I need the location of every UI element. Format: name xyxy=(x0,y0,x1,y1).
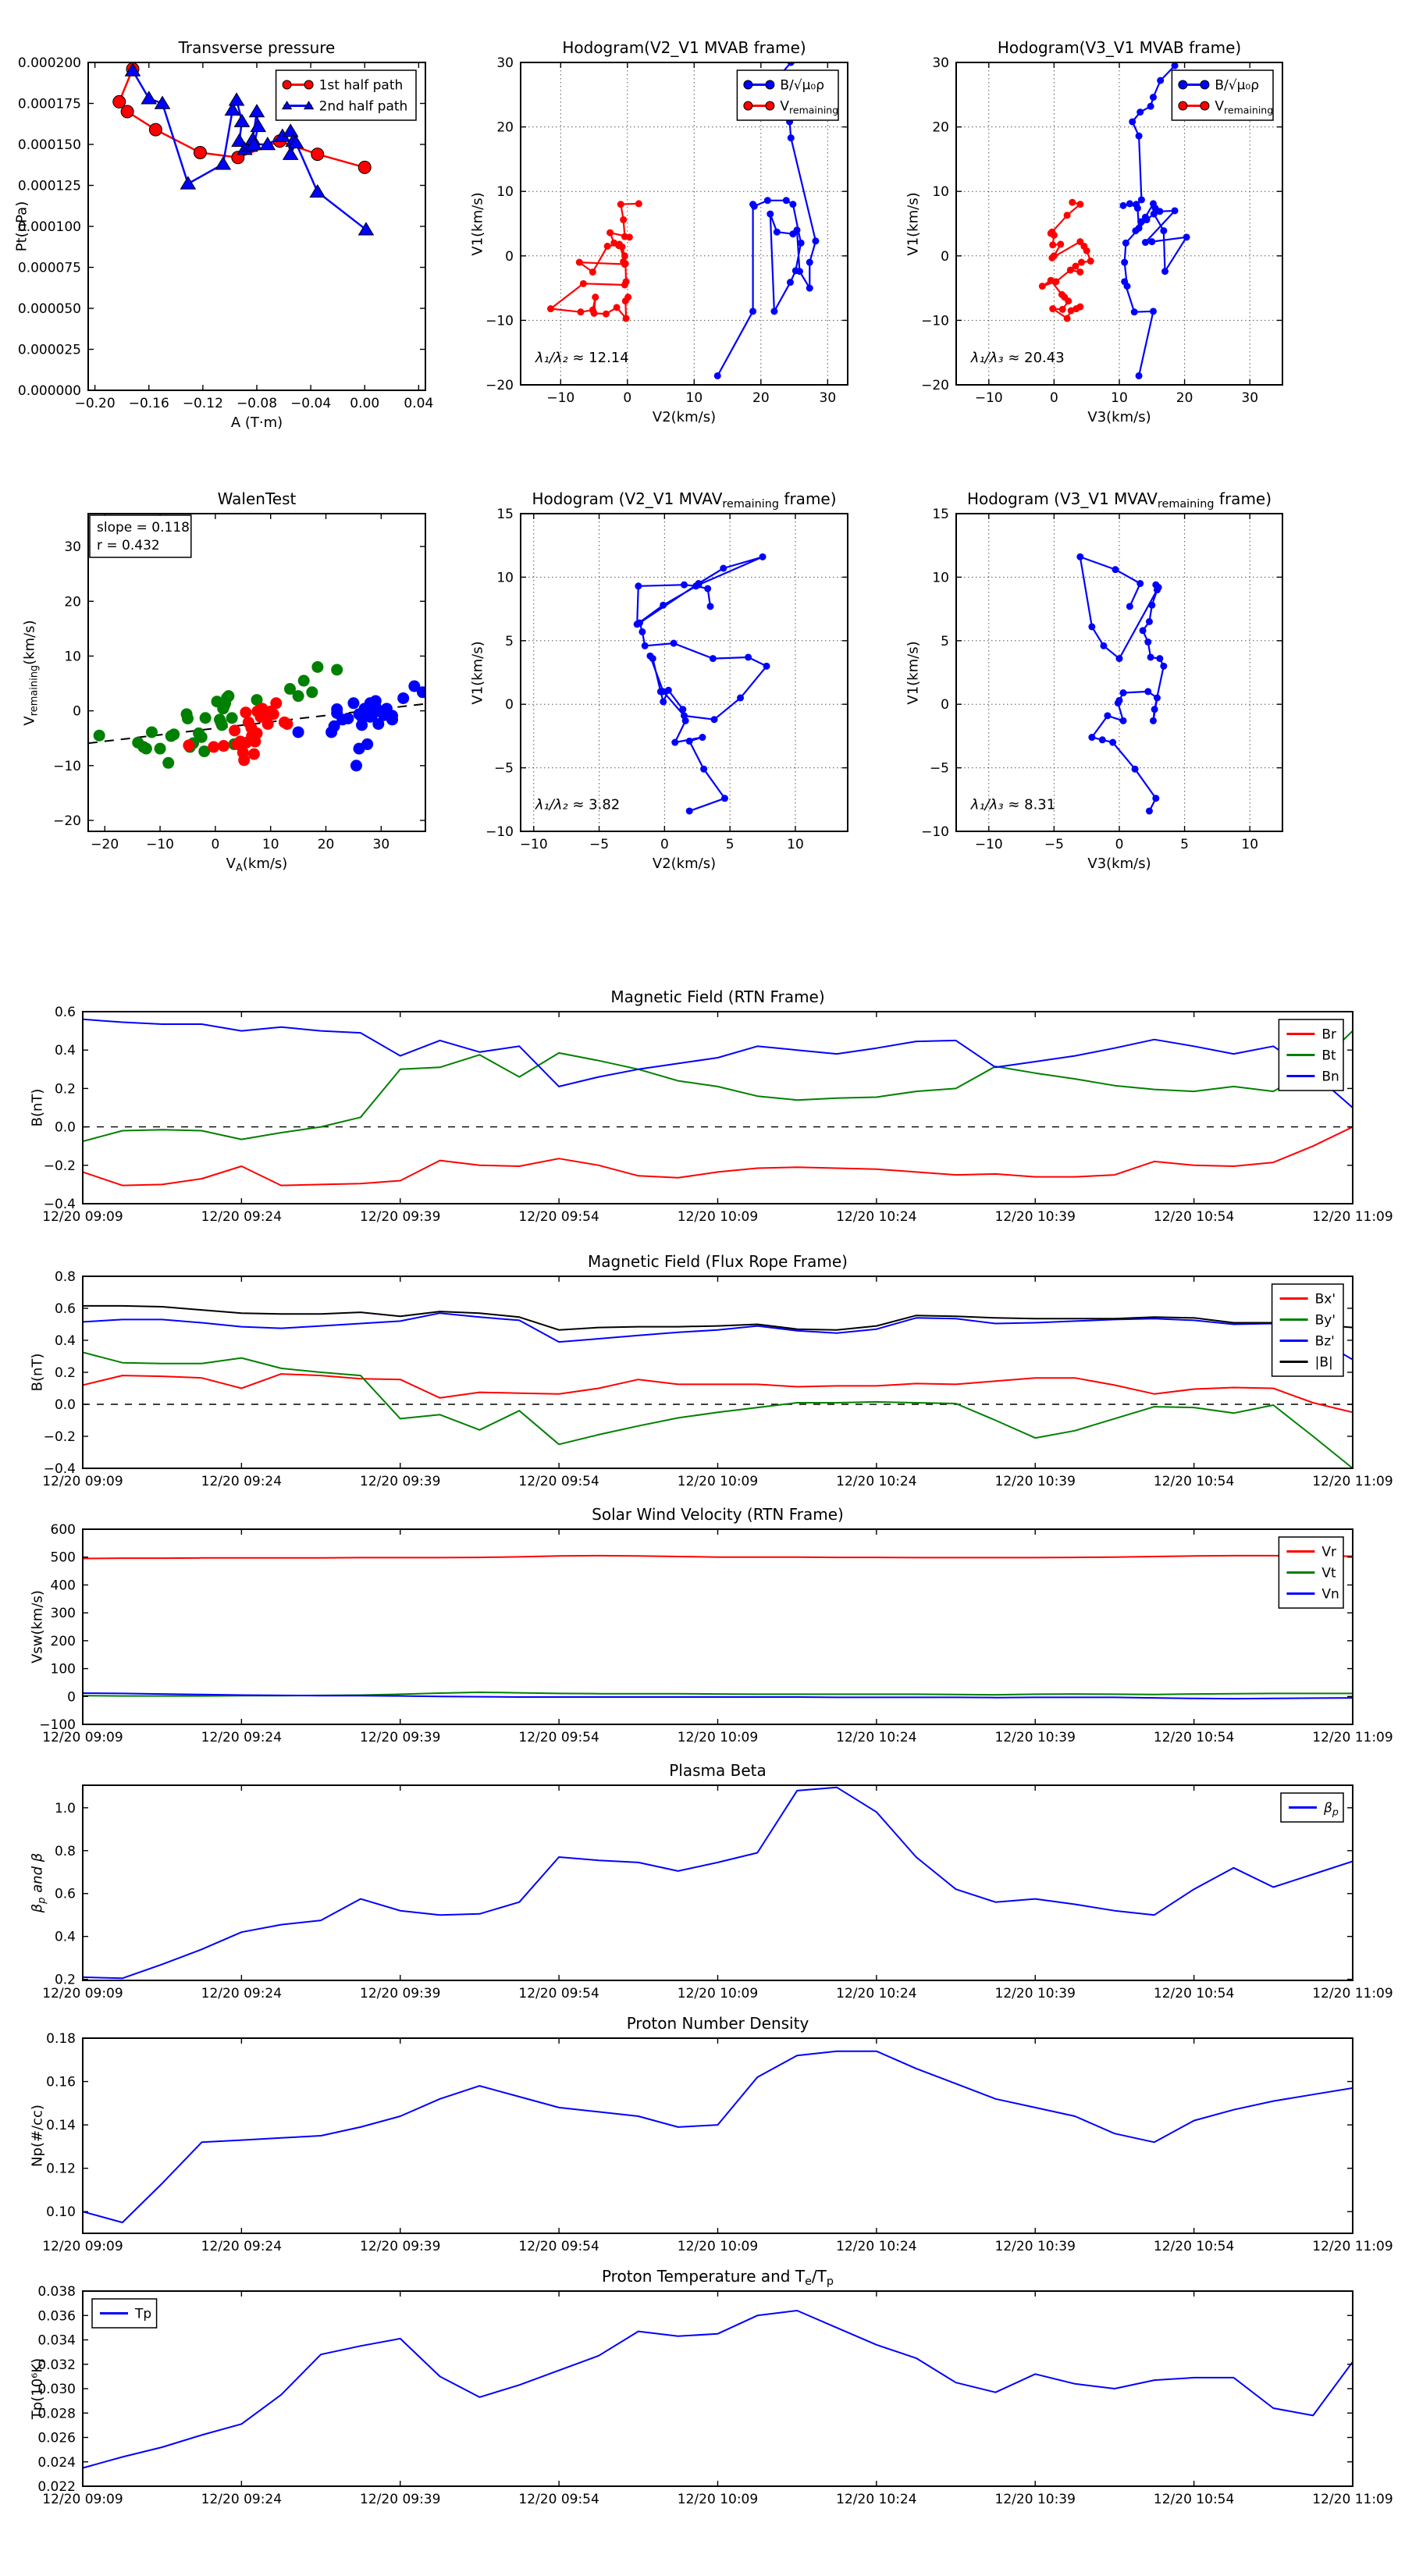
chart-text: 0.000200 xyxy=(17,55,81,71)
chart-text: −10 xyxy=(146,837,175,852)
chart-text: 0.6 xyxy=(54,1005,76,1020)
y-axis-label: V1(km/s) xyxy=(905,191,922,256)
panel-hodogram-v3v1-mvav xyxy=(890,484,1306,880)
chart-text: 0.028 xyxy=(37,2406,76,2422)
chart-text: Bt xyxy=(1321,1048,1336,1064)
chart-text: 1.0 xyxy=(54,1800,76,1816)
chart-text: 12/20 09:39 xyxy=(360,1730,441,1745)
chart-text: 0.4 xyxy=(54,1333,76,1349)
chart-text: 10 xyxy=(932,184,949,201)
chart-text: 12/20 09:24 xyxy=(201,1986,283,2001)
chart-text: 12/20 10:09 xyxy=(677,1474,759,1489)
chart-text: −100 xyxy=(39,1717,76,1733)
chart-text: −20 xyxy=(486,378,514,393)
plot-canvas xyxy=(454,33,871,433)
chart-text: Vt xyxy=(1321,1565,1336,1582)
chart-text: 12/20 09:39 xyxy=(360,1209,441,1225)
plot-canvas xyxy=(16,988,1393,1236)
chart-text: 0 xyxy=(67,1689,76,1706)
chart-text: 12/20 10:39 xyxy=(994,2239,1076,2254)
panel-title: Hodogram (V2_V1 $MVAV_{remaining}$ frame) xyxy=(532,489,837,511)
chart-text: −5 xyxy=(589,837,610,852)
chart-text: 10 xyxy=(496,570,514,586)
chart-text: 5 xyxy=(941,633,949,649)
chart-text: 1st half path xyxy=(318,77,404,94)
chart-text: 2nd half path xyxy=(318,98,408,115)
chart-text: 10 xyxy=(1241,837,1259,852)
chart-text: 0.038 xyxy=(37,2284,76,2300)
panel-title: Proton Temperature and $T_e/T_p$ xyxy=(601,2267,834,2288)
series-V-remaining-hodogram xyxy=(1080,557,1164,811)
chart-text: 0 xyxy=(505,697,514,713)
chart-text: 12/20 11:09 xyxy=(1312,1730,1393,1745)
chart-text: 12/20 10:24 xyxy=(836,2239,917,2254)
chart-text: 300 xyxy=(50,1606,76,1622)
chart-text: 12/20 11:09 xyxy=(1312,1209,1393,1225)
chart-text: 12/20 10:39 xyxy=(994,2492,1076,2507)
panel-title: Magnetic Field (Flux Rope Frame) xyxy=(588,1252,848,1271)
chart-text: −0.12 xyxy=(182,396,223,411)
y-axis-label: V1(km/s) xyxy=(469,640,486,705)
chart-text: 12/20 11:09 xyxy=(1312,1986,1393,2001)
chart-text: 10 xyxy=(932,570,949,586)
chart-text: −5 xyxy=(493,760,514,777)
chart-text: 0.032 xyxy=(37,2357,76,2373)
chart-text: 0.000025 xyxy=(17,342,81,358)
chart-text: Vn xyxy=(1321,1586,1339,1603)
panel-title: Hodogram(V2_V1 MVAB frame) xyxy=(562,38,806,57)
chart-text: 0 xyxy=(1115,837,1124,852)
panel-title: Hodogram(V3_V1 MVAB frame) xyxy=(997,38,1242,57)
chart-text: 0.00 xyxy=(350,396,380,411)
chart-text: 0.034 xyxy=(37,2332,76,2349)
series-beta-p xyxy=(83,1788,1353,1979)
plot-canvas xyxy=(16,2015,1393,2266)
x-axis-label: V3(km/s) xyxy=(1087,856,1151,872)
chart-text: 400 xyxy=(50,1578,76,1594)
chart-text: 0.2 xyxy=(54,1365,76,1381)
y-axis-label: B(nT) xyxy=(29,1088,46,1127)
series-Br xyxy=(83,1127,1353,1186)
chart-text: 0 xyxy=(73,703,81,720)
chart-text: −5 xyxy=(929,760,949,777)
panel-title: Proton Number Density xyxy=(626,2014,809,2033)
chart-text: Bn xyxy=(1321,1069,1339,1085)
chart-text: −10 xyxy=(486,824,514,840)
panel-magnetic-field-rtn xyxy=(16,987,1393,1236)
chart-text: 0 xyxy=(505,248,514,265)
chart-text: −0.2 xyxy=(43,1158,76,1174)
chart-text: 12/20 10:54 xyxy=(1153,2239,1235,2254)
y-axis-label: V1(km/s) xyxy=(905,640,922,705)
panel-plasma-beta xyxy=(16,1761,1393,2013)
axes-border xyxy=(83,2038,1353,2233)
chart-text: −0.08 xyxy=(236,396,278,411)
chart-text: 12/20 09:54 xyxy=(518,1209,599,1225)
series-By-prime xyxy=(83,1352,1353,1468)
chart-text: |B| xyxy=(1314,1354,1333,1371)
chart-text: 12/20 09:39 xyxy=(360,2492,441,2507)
chart-text: 12/20 10:09 xyxy=(677,2239,759,2254)
chart-text: 0 xyxy=(1049,390,1058,406)
y-axis-label: B(nT) xyxy=(29,1353,46,1392)
chart-text: Br xyxy=(1321,1026,1337,1043)
chart-text: 0.6 xyxy=(54,1886,76,1902)
chart-text: −10 xyxy=(921,824,949,840)
chart-text: 12/20 09:24 xyxy=(201,1474,283,1489)
chart-text: 12/20 10:24 xyxy=(836,2492,917,2507)
chart-text: 12/20 09:54 xyxy=(518,1730,599,1745)
chart-text: 10 xyxy=(496,184,514,201)
chart-text: 12/20 09:24 xyxy=(201,2492,283,2507)
panel-magnetic-field-flux-rope xyxy=(16,1252,1393,1501)
chart-text: 12/20 10:09 xyxy=(677,1730,759,1745)
chart-text: 30 xyxy=(819,390,837,406)
plot-canvas xyxy=(16,1253,1393,1501)
chart-text: 5 xyxy=(1180,837,1190,852)
chart-text: −10 xyxy=(974,390,1003,406)
chart-text: 30 xyxy=(64,539,81,556)
axes-border xyxy=(83,1785,1353,1980)
chart-text: 20 xyxy=(317,837,335,852)
panel-hodogram-v2v1-mvav xyxy=(454,484,871,880)
chart-text: −0.04 xyxy=(290,396,332,411)
series-Bt xyxy=(83,1031,1353,1142)
chart-text: 12/20 10:54 xyxy=(1153,1730,1235,1745)
plot-canvas xyxy=(454,484,871,880)
chart-text: −20 xyxy=(53,813,81,829)
chart-text: −10 xyxy=(53,758,81,774)
x-axis-label: V2(km/s) xyxy=(652,409,717,425)
chart-text: 12/20 10:54 xyxy=(1153,1986,1235,2001)
chart-text: 10 xyxy=(1111,390,1128,406)
chart-text: 12/20 09:09 xyxy=(42,2239,123,2254)
chart-text: 0.10 xyxy=(46,2204,76,2221)
chart-text: $\beta_p$ xyxy=(1324,1800,1339,1818)
panel-solar-wind-velocity xyxy=(16,1505,1393,1757)
chart-text: 12/20 10:54 xyxy=(1153,2492,1235,2507)
chart-text: 10 xyxy=(685,390,703,406)
chart-text: 0.000150 xyxy=(17,137,81,153)
panel-hodogram-v3v1-mvab xyxy=(890,33,1306,433)
chart-text: 20 xyxy=(64,594,81,610)
chart-text: Tp xyxy=(135,2306,152,2322)
chart-text: 0.000050 xyxy=(17,301,81,317)
plot-canvas xyxy=(16,1506,1393,1757)
chart-text: 20 xyxy=(1176,390,1193,406)
chart-text: 12/20 10:09 xyxy=(677,2492,759,2507)
chart-text: 30 xyxy=(932,55,949,71)
series-Bz-prime xyxy=(83,1313,1353,1359)
chart-text: 12/20 10:39 xyxy=(994,1209,1076,1225)
chart-text: −0.16 xyxy=(128,396,169,411)
chart-text: −20 xyxy=(921,378,949,393)
panel-title: Magnetic Field (RTN Frame) xyxy=(610,987,825,1006)
chart-text: 0.000100 xyxy=(17,219,81,235)
chart-text: 30 xyxy=(372,837,390,852)
chart-text: 100 xyxy=(50,1661,76,1678)
chart-text: 12/20 09:54 xyxy=(518,1986,599,2001)
chart-text: 0.000075 xyxy=(17,260,81,276)
chart-text: 0.2 xyxy=(54,1081,76,1098)
chart-text: −10 xyxy=(546,390,575,406)
panel-title: Solar Wind Velocity (RTN Frame) xyxy=(592,1505,844,1524)
chart-text: 0.4 xyxy=(54,1929,76,1945)
chart-text: −0.20 xyxy=(74,396,116,411)
chart-text: 30 xyxy=(496,55,514,71)
chart-text: −0.4 xyxy=(43,1197,76,1212)
chart-text: −10 xyxy=(486,313,514,329)
chart-text: 15 xyxy=(932,507,949,522)
chart-text: 0.04 xyxy=(404,396,434,411)
chart-text: Bz' xyxy=(1314,1333,1335,1350)
chart-text: 0.8 xyxy=(54,1843,76,1859)
chart-text: 12/20 10:24 xyxy=(836,1986,917,2001)
y-axis-label: $V_{remaining}(km/s)$ xyxy=(21,619,41,726)
chart-text: 200 xyxy=(50,1633,76,1649)
series-Bn xyxy=(83,1019,1353,1108)
panel-hodogram-v2v1-mvab xyxy=(454,33,871,433)
chart-text: λ₁/λ₂ ≈ 3.82 xyxy=(535,796,621,813)
chart-text: 12/20 09:54 xyxy=(518,2239,599,2254)
chart-text: 12/20 09:09 xyxy=(42,1730,123,1745)
panel-walen-test xyxy=(22,484,449,880)
chart-text: 12/20 10:54 xyxy=(1153,1474,1235,1489)
chart-text: 0.024 xyxy=(37,2454,76,2471)
chart-text: 0.12 xyxy=(46,2161,76,2177)
axes-border xyxy=(83,2291,1353,2486)
chart-text: −0.2 xyxy=(43,1429,76,1445)
chart-text: 0.030 xyxy=(37,2382,76,2397)
chart-text: −10 xyxy=(921,313,949,329)
y-axis-label: Vsw(km/s) xyxy=(29,1590,46,1663)
chart-text: 12/20 11:09 xyxy=(1312,2492,1393,2507)
chart-text: −5 xyxy=(1044,837,1064,852)
chart-text: 12/20 10:39 xyxy=(994,1474,1076,1489)
chart-text: 12/20 09:39 xyxy=(360,1474,441,1489)
chart-text: −10 xyxy=(519,837,548,852)
chart-text: 500 xyxy=(50,1550,76,1566)
chart-text: B/√μ₀ρ xyxy=(780,77,825,94)
chart-text: 0 xyxy=(660,837,669,852)
chart-text: 12/20 09:09 xyxy=(42,2492,123,2507)
chart-text: 0.2 xyxy=(54,1972,76,1988)
chart-text: 12/20 09:54 xyxy=(518,1474,599,1489)
chart-text: 0.026 xyxy=(37,2430,76,2446)
series-Np xyxy=(83,2051,1353,2222)
plot-canvas xyxy=(22,484,449,880)
x-axis-label: A (T·m) xyxy=(230,415,283,431)
chart-text: 0.16 xyxy=(46,2074,76,2090)
chart-text: 0.0 xyxy=(54,1119,76,1136)
chart-text: 10 xyxy=(787,837,804,852)
panel-transverse-pressure xyxy=(13,33,449,439)
chart-text: λ₁/λ₃ ≈ 8.31 xyxy=(970,796,1056,813)
series-Tp xyxy=(83,2311,1353,2468)
series-Vr xyxy=(83,1556,1353,1559)
chart-text: By' xyxy=(1314,1312,1336,1329)
chart-text: 20 xyxy=(496,119,514,136)
chart-text: $V_{remaining}$ xyxy=(1215,98,1274,116)
chart-text: 12/20 10:54 xyxy=(1153,1209,1235,1225)
series-B-magnitude xyxy=(83,1306,1353,1330)
chart-text: 0.000125 xyxy=(17,178,81,194)
chart-text: 12/20 09:09 xyxy=(42,1474,123,1489)
chart-text: 30 xyxy=(1241,390,1259,406)
chart-text: −20 xyxy=(91,837,119,852)
chart-text: 0 xyxy=(211,837,220,852)
chart-text: r = 0.432 xyxy=(97,538,160,553)
chart-text: 12/20 09:24 xyxy=(201,1209,283,1225)
chart-text: Vr xyxy=(1321,1544,1337,1560)
x-axis-label: V3(km/s) xyxy=(1087,409,1151,425)
chart-text: λ₁/λ₂ ≈ 12.14 xyxy=(535,350,629,367)
chart-text: −10 xyxy=(974,837,1003,852)
chart-text: 12/20 09:24 xyxy=(201,1730,283,1745)
chart-text: 12/20 09:09 xyxy=(42,1986,123,2001)
plot-canvas xyxy=(890,33,1306,433)
chart-text: 600 xyxy=(50,1522,76,1538)
chart-text: 10 xyxy=(64,649,81,665)
chart-text: 0.000000 xyxy=(17,383,81,399)
chart-text: 12/20 10:09 xyxy=(677,1209,759,1225)
chart-text: slope = 0.118 xyxy=(97,520,190,535)
chart-text: 0.022 xyxy=(37,2479,76,2495)
chart-text: 5 xyxy=(505,633,514,649)
chart-text: 15 xyxy=(496,507,514,522)
chart-text: $V_{remaining}$ xyxy=(780,98,839,116)
chart-text: 12/20 11:09 xyxy=(1312,1474,1393,1489)
panel-title: Hodogram (V3_V1 $MVAV_{remaining}$ frame) xyxy=(966,489,1272,511)
chart-text: 0.18 xyxy=(46,2031,76,2047)
axes-border xyxy=(521,514,848,831)
chart-text: 0.8 xyxy=(54,1269,76,1285)
panel-title: WalenTest xyxy=(217,489,297,508)
axes-border xyxy=(83,1276,1353,1468)
x-axis-label: $V_A(km/s)$ xyxy=(226,856,288,874)
chart-text: B/√μ₀ρ xyxy=(1215,77,1260,94)
y-axis-label: Tp(10⁶K) xyxy=(29,2357,46,2420)
x-axis-label: V2(km/s) xyxy=(652,856,717,872)
panel-title: Plasma Beta xyxy=(669,1761,767,1780)
chart-text: 12/20 10:24 xyxy=(836,1730,917,1745)
plot-canvas xyxy=(16,1762,1393,2013)
chart-text: Bx' xyxy=(1314,1291,1336,1308)
chart-text: 12/20 10:24 xyxy=(836,1209,917,1225)
chart-text: 10 xyxy=(261,837,279,852)
y-axis-label: $\beta_p$ and β xyxy=(29,1852,48,1913)
chart-text: 5 xyxy=(725,837,735,852)
chart-text: 20 xyxy=(752,390,770,406)
chart-text: 0.4 xyxy=(54,1043,76,1059)
plot-canvas xyxy=(890,484,1306,880)
panel-proton-temperature xyxy=(16,2267,1393,2519)
chart-text: 12/20 09:39 xyxy=(360,2239,441,2254)
chart-text: 12/20 09:09 xyxy=(42,1209,123,1225)
y-axis-label: Np(#/cc) xyxy=(29,2105,46,2167)
chart-text: λ₁/λ₃ ≈ 20.43 xyxy=(970,350,1065,367)
chart-text: 12/20 11:09 xyxy=(1312,2239,1393,2254)
chart-text: 12/20 09:24 xyxy=(201,2239,283,2254)
chart-text: 20 xyxy=(932,119,949,136)
chart-text: 0 xyxy=(941,248,949,265)
chart-text: 12/20 10:24 xyxy=(836,1474,917,1489)
chart-text: −0.4 xyxy=(43,1461,76,1477)
chart-text: 0.000175 xyxy=(17,96,81,112)
chart-text: 12/20 10:09 xyxy=(677,1986,759,2001)
axes-border xyxy=(88,514,425,831)
plot-canvas xyxy=(16,2268,1393,2519)
chart-text: 0.0 xyxy=(54,1397,76,1413)
chart-text: 12/20 09:39 xyxy=(360,1986,441,2001)
series-V-remaining-hodogram xyxy=(637,557,767,811)
panel-title: Transverse pressure xyxy=(178,38,336,57)
panel-proton-density xyxy=(16,2014,1393,2266)
chart-text: 0 xyxy=(941,697,949,713)
chart-text: 0.14 xyxy=(46,2118,76,2134)
chart-text: 12/20 10:39 xyxy=(994,1730,1076,1745)
y-axis-label: Pt(nPa) xyxy=(13,201,30,252)
chart-text: 0.036 xyxy=(37,2308,76,2325)
chart-text: 0 xyxy=(623,390,632,406)
chart-text: 12/20 09:54 xyxy=(518,2492,599,2507)
y-axis-label: V1(km/s) xyxy=(469,191,486,256)
chart-text: 0.6 xyxy=(54,1301,76,1317)
chart-text: 12/20 10:39 xyxy=(994,1986,1076,2001)
